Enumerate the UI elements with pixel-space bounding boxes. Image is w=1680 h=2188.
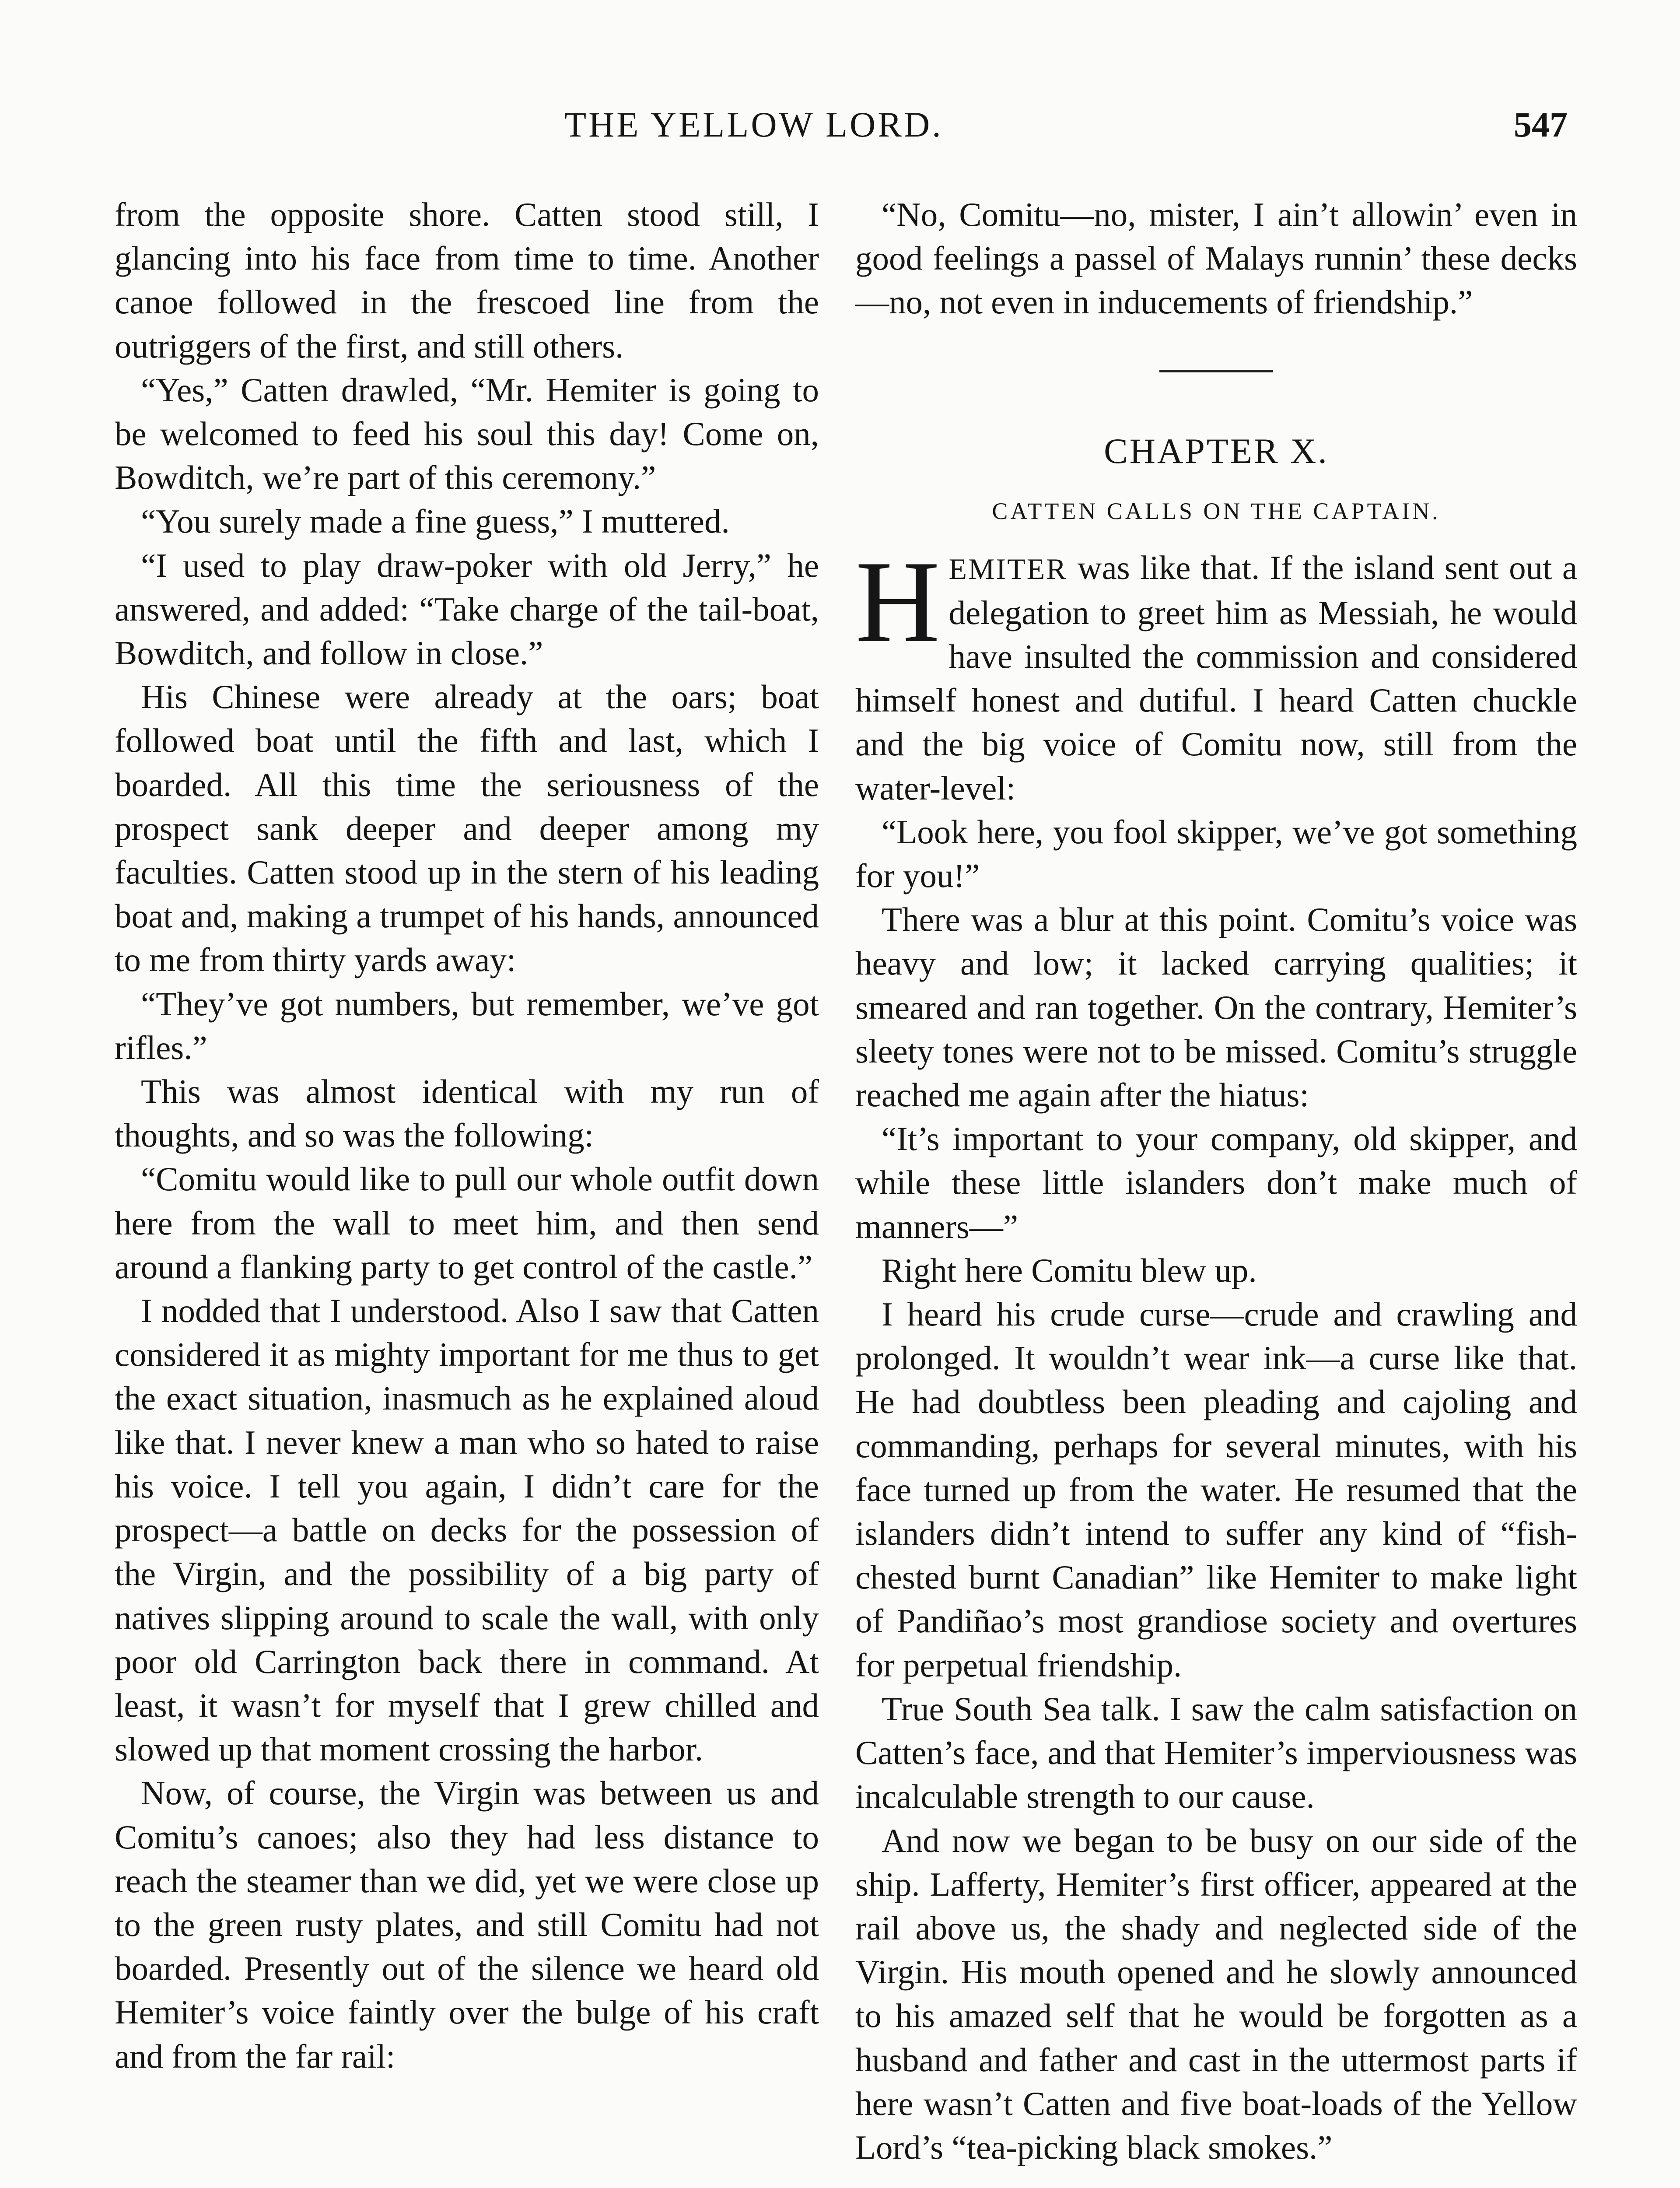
small-caps-lead: EMITER	[948, 552, 1068, 586]
left-column	[115, 193, 819, 2078]
page-header	[0, 104, 1680, 152]
paragraph: “Yes,” Catten drawled, “Mr. Hemiter is going to be welcomed to feed his soul this day! Come on, Bowditch, we’re part of this ceremony.”	[115, 371, 819, 497]
paragraph: “I used to play draw-poker with old Jerry,” he answered, and added: “Take charge of the tail-boat, Bowditch, and follow in close.”	[115, 546, 819, 672]
paragraph: Now, of course, the Virgin was between us and Comitu’s canoes; also they had less distance to reach the steamer than we did, yet we were close up to the green rusty plates, and still Comitu had not boarded. Presently out of the silence we heard old Hemiter’s voice faintly over the bulge of his craft and from the far rail:	[115, 1774, 819, 2075]
paragraph: from the opposite shore. Catten stood still, I glancing into his face from time to time. Another canoe followed in the frescoed line from the outriggers of the first, and still others.	[115, 196, 819, 365]
paragraph: Right here Comitu blew up.	[882, 1251, 1257, 1289]
paragraph: I heard his crude curse—crude and crawling and prolonged. It wouldn’t wear ink—a curse like that. He had doubtless been pleading and cajoling and commanding, perhaps for several minutes, with his face turned up from the water. He resumed that the islanders didn’t intend to suffer any kind of “fish-chested burnt Canadian” like Hemiter to make light of Pandiñao’s most grandiose society and overtures for perpetual friendship.	[855, 1295, 1577, 1684]
paragraph: “It’s important to your company, old skipper, and while these little islanders don’t make much of manners—”	[855, 1120, 1577, 1245]
drop-cap: H	[855, 536, 940, 666]
chapter-title: CHAPTER X.	[1104, 431, 1329, 471]
paragraph: There was a blur at this point. Comitu’s voice was heavy and low; it lacked carrying qualities; it smeared and ran together. On the contrary, Hemiter’s sleety tones were not to be missed. Comitu’s struggle reached me again after the hiatus:	[855, 901, 1577, 1114]
paragraph: This was almost identical with my run of thoughts, and so was the following:	[115, 1073, 819, 1154]
paragraph-text: was like that. If the island sent out a delegation to greet him as Messiah, he would have insulted the commission and considered himself honest and dutiful. I heard Catten chuckle and the big voice of Comitu now, still from the water-level:	[855, 548, 1577, 807]
paragraph: “You surely made a fine guess,” I muttered.	[141, 502, 730, 540]
paragraph: “Look here, you fool skipper, we’ve got something for you!”	[855, 813, 1577, 895]
paragraph: “Comitu would like to pull our whole outfit down here from the wall to meet him, and then send around a flanking party to get control of the castle.”	[115, 1160, 819, 1286]
paragraph: I nodded that I understood. Also I saw that Catten considered it as mighty important for me thus to get the exact situation, inasmuch as he explained aloud like that. I never knew a man who so hated to raise his voice. I tell you again, I didn’t care for the prospect—a battle on decks for the possession of the Virgin, and the possibility of a big party of natives slipping around to scale the wall, with only poor old Carrington back there in command. At least, it wasn’t for myself that I grew chilled and slowed up that moment crossing the harbor.	[115, 1292, 819, 1768]
section-divider	[1159, 370, 1273, 372]
page-number: 547	[1514, 105, 1568, 144]
paragraph: His Chinese were already at the oars; boat followed boat until the fifth and last, which I boarded. All this time the seriousness of the prospect sank deeper and deeper among my faculties. Catten stood up in the stern of his leading boat and, making a trumpet of his hands, announced to me from thirty yards away:	[115, 678, 819, 979]
right-column	[855, 193, 1577, 2169]
chapter-subtitle: CATTEN CALLS ON THE CAPTAIN.	[992, 498, 1441, 524]
running-title: THE YELLOW LORD.	[564, 105, 943, 144]
paragraph: And now we began to be busy on our side of the ship. Lafferty, Hemiter’s first officer, appeared at the rail above us, the shady and neglected side of the Virgin. His mouth opened and he slowly announced to his amazed self that he would be forgotten as a husband and father and cast in the uttermost parts if here wasn’t Catten and five boat-loads of the Yellow Lord’s “tea-picking black smokes.”	[855, 1821, 1577, 2166]
paragraph: “No, Comitu—no, mister, I ain’t allowin’ even in good feelings a passel of Malays runnin’ these decks—no, not even in inducements of friendship.”	[855, 196, 1577, 321]
paragraph: “They’ve got numbers, but remember, we’ve got rifles.”	[115, 985, 819, 1066]
chapter-opening-paragraph	[855, 536, 1577, 810]
paragraph: True South Sea talk. I saw the calm satisfaction on Catten’s face, and that Hemiter’s imperviousness was incalculable strength to our cause.	[855, 1690, 1577, 1816]
